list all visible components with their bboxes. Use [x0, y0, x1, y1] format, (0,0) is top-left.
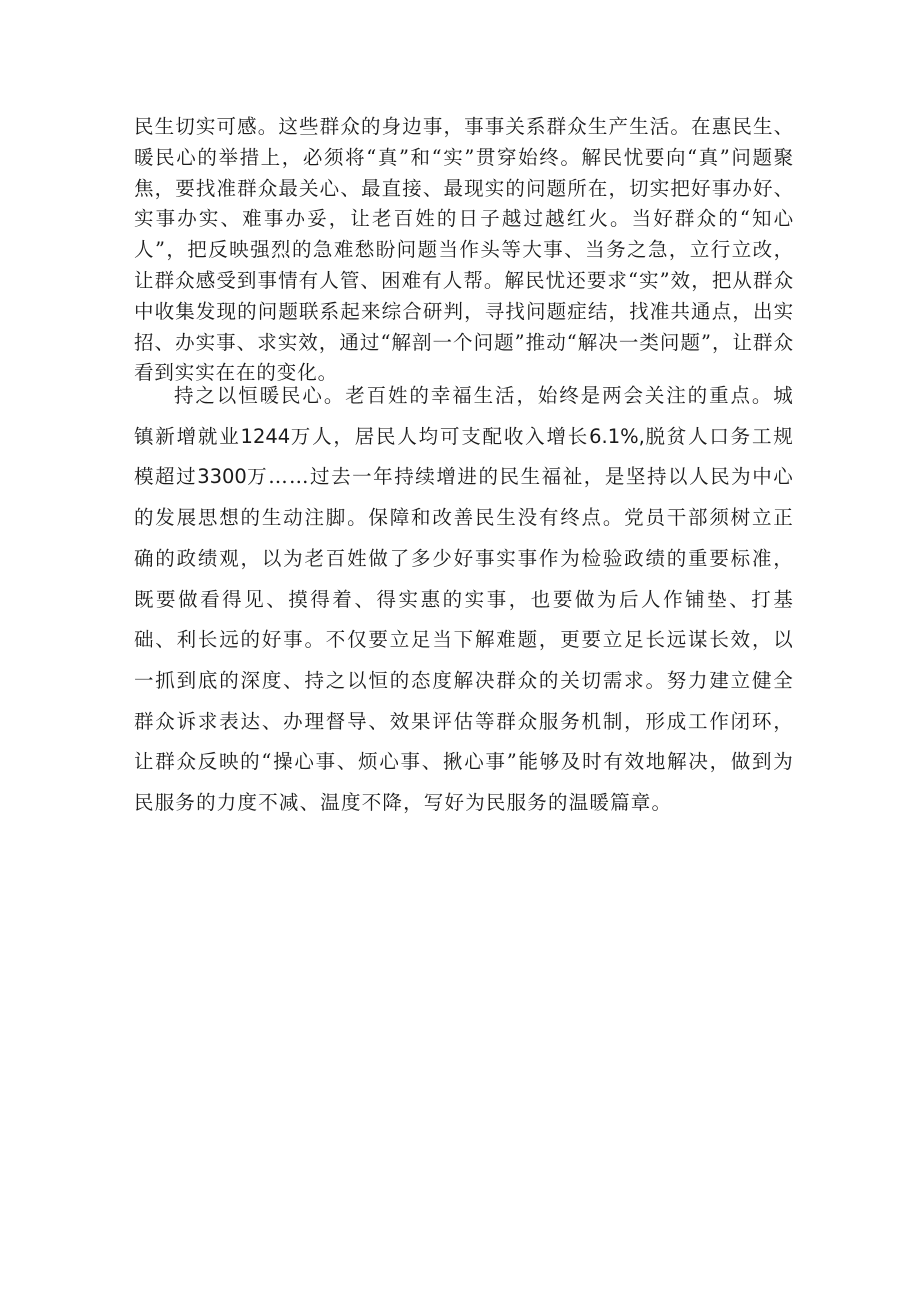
paragraph-text-segment: 万人，居民人均可支配收入增长: [290, 424, 590, 448]
employment-figure: 1244: [240, 424, 291, 448]
paragraph-text-segment: 万……过去一年持续增进的民生福祉，是坚持以人民为中心的发展思想的生动注脚。保障和改善民生没有终点。党员干部须树立正确的政绩观，以为老百姓做了多少好事实事作为检验政绩的重要标准，既要做看得见、摸得着、得实惠的实事，也要做为后人作铺垫、打基础、利长远的好事。不仅要立足当下解难题，更要立足长远谋长效，以一抓到底的深度、持之以恒的态度解决群众的关切需求。努力建立健全群众诉求表达、办理督导、效果评估等群众服务机制，形成工作闭环，让群众反映的“操心事、烦心事、揪心事”能够及时有效地解决，做到为民服务的力度不减、温度不降，写好为民服务的温暖篇章。: [134, 465, 794, 815]
paragraph-people-livelihood: 民生切实可感。这些群众的身边事，事事关系群众生产生活。在惠民生、暖民心的举措上，必须将“真”和“实”贯穿始终。解民忧要向“真”问题聚焦，要找准群众最关心、最直接、最现实的问题所在，切实把好事办好、实事办实、难事办妥，让老百姓的日子越过越红火。当好群众的“知心人”，把反映强烈的急难愁盼问题当作头等大事、当务之急，立行立改，让群众感受到事情有人管、困难有人帮。解民忧还要求“实”效，把从群众中收集发现的问题联系起来综合研判，寻找问题症结，找准共通点，出实招、办实事、求实效，通过“解剖一个问题”推动“解决一类问题”，让群众看到实实在在的变化。: [134, 115, 794, 385]
paragraph-text-segment: 持之以恒暖民心。老百姓的幸福生活，始终是两会关注的重点。城镇新增就业: [134, 384, 794, 448]
income-growth-figure: 6.1%,: [589, 424, 645, 448]
migrant-work-figure: 3300: [197, 465, 247, 489]
paragraph-persistent-warmth: [134, 376, 794, 824]
paragraph-text-segment: 脱贫人口务工规模超过: [134, 424, 794, 489]
